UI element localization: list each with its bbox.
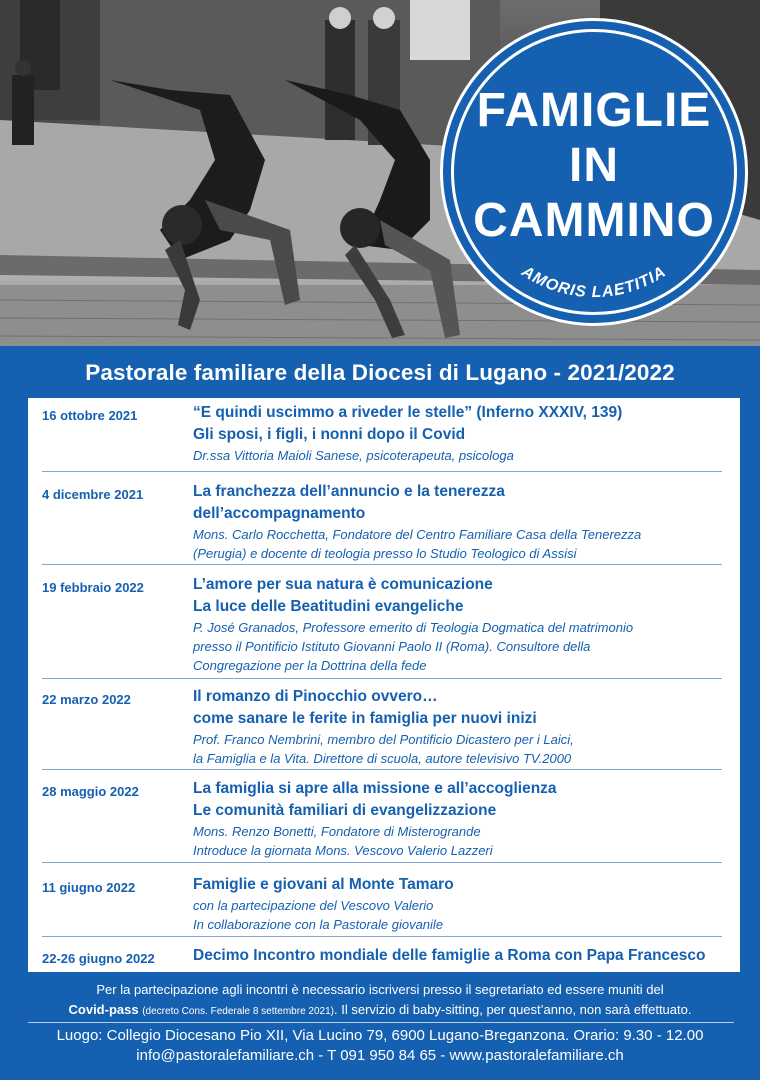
event-speaker: Prof. Franco Nembrini, membro del Pontificio Dicastero per i Laici, bbox=[193, 732, 574, 747]
covid-decree: (decreto Cons. Federale 8 settembre 2021) bbox=[142, 1006, 334, 1017]
event-divider bbox=[42, 769, 722, 770]
location-line: Luogo: Collegio Diocesano Pio XII, Via Lucino 79, 6900 Lugano-Breganzona. Orario: 9.30 - 12.00 bbox=[56, 1027, 704, 1044]
event-speaker: Mons. Renzo Bonetti, Fondatore di Misterogrande bbox=[193, 824, 481, 839]
badge-title-line-1: FAMIGLIE bbox=[476, 84, 712, 137]
event-divider bbox=[42, 936, 722, 937]
contacts-line: info@pastoralefamiliare.ch - T 091 950 84 65 - www.pastoralefamiliare.ch bbox=[136, 1047, 624, 1064]
event-speaker: P. José Granados, Professore emerito di Teologia Dogmatica del matrimonio bbox=[193, 620, 634, 635]
event-body bbox=[193, 874, 733, 934]
event-speaker: la Famiglia e la Vita. Direttore di scuola, autore televisivo TV.2000 bbox=[193, 751, 572, 766]
event-speaker: con la partecipazione del Vescovo Valerio bbox=[193, 898, 434, 913]
event-body bbox=[193, 481, 733, 563]
event-date: 4 dicembre 2021 bbox=[42, 487, 144, 502]
programme-heading: Pastorale familiare della Diocesi di Lugano - 2021/2022 bbox=[85, 360, 675, 385]
event-body bbox=[193, 402, 733, 465]
registration-note-line-2 bbox=[0, 1000, 760, 1022]
event-divider bbox=[42, 564, 722, 565]
footer-divider bbox=[28, 1022, 734, 1023]
event-date: 22 marzo 2022 bbox=[42, 692, 131, 707]
event-body bbox=[193, 686, 733, 768]
event-speaker: In collaborazione con la Pastorale giovanile bbox=[193, 917, 444, 932]
event-title: dell’accompagnamento bbox=[193, 505, 366, 522]
badge-subtitle: AMORIS LAETITIA bbox=[518, 263, 670, 302]
event-title: L’amore per sua natura è comunicazione bbox=[193, 576, 493, 593]
event-speaker: (Perugia) e docente di teologia presso lo Studio Teologico di Assisi bbox=[193, 546, 577, 561]
programme-panel bbox=[28, 398, 740, 972]
event-divider bbox=[42, 862, 722, 863]
svg-text:AMORIS LAETITIA bbox=[518, 263, 670, 302]
event-body bbox=[193, 574, 733, 675]
event-title: La famiglia si apre alla missione e all’accoglienza bbox=[193, 780, 557, 797]
event-title: Gli sposi, i figli, i nonni dopo il Covid bbox=[193, 426, 466, 443]
registration-note bbox=[0, 980, 760, 1022]
badge-title-line-2: IN bbox=[569, 139, 619, 192]
event-body bbox=[193, 778, 733, 860]
event-speaker: Congregazione per la Dottrina della fede bbox=[193, 658, 427, 673]
event-speaker: Mons. Carlo Rocchetta, Fondatore del Centro Familiare Casa della Tenerezza bbox=[193, 527, 642, 542]
contact-info bbox=[0, 1026, 760, 1066]
event-speaker: Dr.ssa Vittoria Maioli Sanese, psicoterapeuta, psicologa bbox=[193, 448, 514, 463]
badge-title-line-3: CAMMINO bbox=[473, 194, 715, 247]
event-divider bbox=[42, 471, 722, 472]
registration-note-rest: . Il servizio di baby-sitting, per quest’anno, non sarà effettuato. bbox=[334, 1002, 692, 1017]
event-speaker: Introduce la giornata Mons. Vescovo Valerio Lazzeri bbox=[193, 843, 493, 858]
event-divider bbox=[42, 678, 722, 679]
event-title: Le comunità familiari di evangelizzazione bbox=[193, 802, 497, 819]
event-title: Decimo Incontro mondiale delle famiglie a Roma con Papa Francesco bbox=[193, 947, 706, 964]
event-speaker: presso il Pontificio Istituto Giovanni Paolo II (Roma). Consultore della bbox=[193, 639, 591, 654]
event-date: 28 maggio 2022 bbox=[42, 784, 139, 799]
event-title: La franchezza dell’annuncio e la tenerezza bbox=[193, 483, 505, 500]
event-date: 19 febbraio 2022 bbox=[42, 580, 144, 595]
famiglie-in-cammino-badge bbox=[440, 18, 748, 326]
event-date: 11 giugno 2022 bbox=[42, 880, 136, 895]
event-date: 22-26 giugno 2022 bbox=[42, 951, 155, 966]
covid-pass-label: Covid-pass bbox=[68, 1002, 139, 1017]
event-body bbox=[193, 945, 733, 967]
event-title: Famiglie e giovani al Monte Tamaro bbox=[193, 876, 454, 893]
event-date: 16 ottobre 2021 bbox=[42, 408, 138, 423]
badge-subtitle-arc bbox=[443, 21, 745, 323]
event-title: come sanare le ferite in famiglia per nuovi inizi bbox=[193, 710, 537, 727]
event-title: “E quindi uscimmo a riveder le stelle” (Inferno XXXIV, 139) bbox=[193, 404, 623, 421]
event-title: Il romanzo di Pinocchio ovvero… bbox=[193, 688, 438, 705]
event-title: La luce delle Beatitudini evangeliche bbox=[193, 598, 464, 615]
registration-note-line-1: Per la partecipazione agli incontri è necessario iscriversi presso il segretariato ed essere muniti del bbox=[96, 982, 664, 997]
